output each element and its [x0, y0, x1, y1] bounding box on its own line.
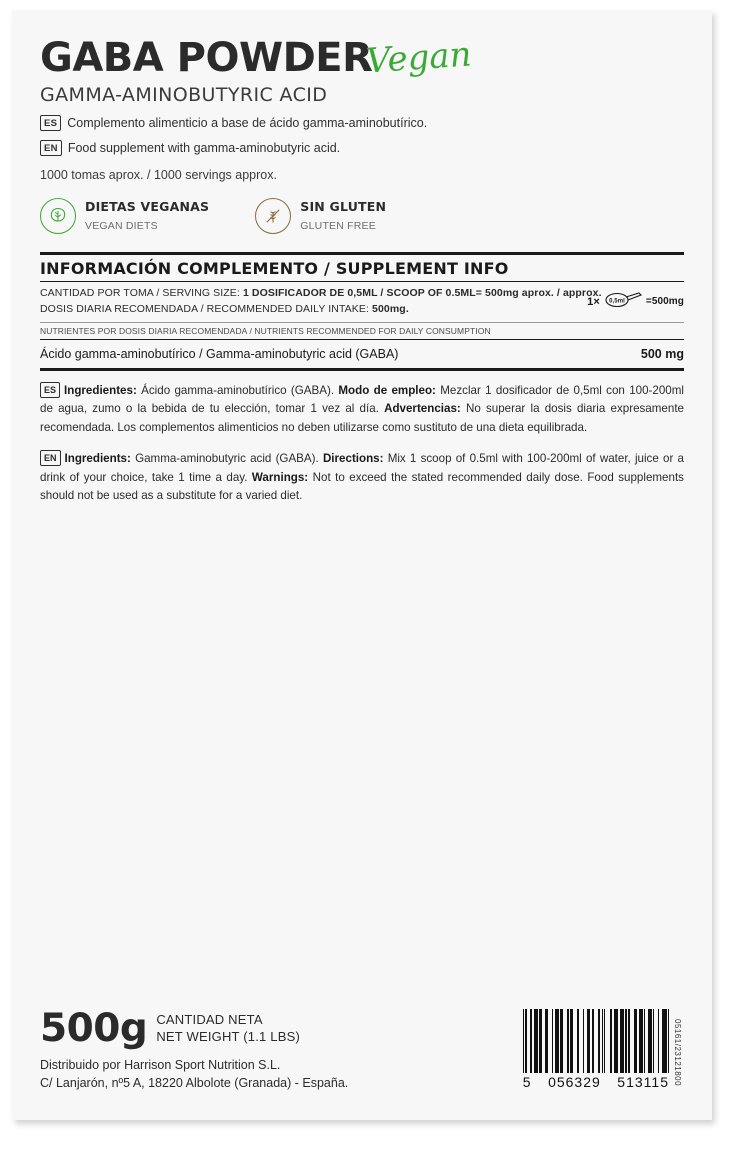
directions-es-label: Modo de empleo:: [338, 383, 436, 397]
barcode-bars: [523, 1009, 669, 1073]
description-es: [40, 115, 684, 131]
label-content: [40, 34, 684, 506]
warnings-es-label: Advertencias:: [384, 402, 461, 416]
ingredients-en-text: Gamma-aminobutyric acid (GABA).: [135, 451, 319, 465]
net-weight-labels: [156, 1012, 300, 1047]
product-subtitle: GAMMA-AMINOBUTYRIC ACID: [40, 84, 328, 106]
badge-vegan-text: [85, 198, 209, 234]
nutrient-name: Ácido gamma-aminobutírico / Gamma-aminobutyric acid (GABA): [40, 346, 399, 361]
leaf-icon: [40, 198, 76, 234]
directions-en-label: Directions:: [322, 451, 384, 465]
vegan-script-label: Vegan: [365, 34, 474, 82]
badge-vegan-title: DIETAS VEGANAS: [85, 199, 210, 214]
daily-intake-value: 500mg.: [372, 302, 409, 315]
badge-gluten-text: [300, 198, 386, 234]
badge-gluten-free: [255, 198, 386, 234]
ingredients-es-label: Ingredientes:: [64, 383, 137, 397]
scoop-count: 1×: [587, 295, 600, 308]
facts-bottom-rule: [40, 368, 684, 371]
servings-count: 1000 tomas aprox. / 1000 servings approx.: [40, 168, 277, 182]
directions-en-text: Mix 1 scoop of 0.5ml with 100-200ml of water, juice or a drink of your choice, take 1 time a day.: [40, 451, 684, 484]
description-en-text: Food supplement with gamma-aminobutyric acid.: [67, 141, 341, 155]
label-footer: [40, 1005, 684, 1092]
lang-tag-en-ingredients: EN: [40, 450, 61, 466]
serving-size-value: 1 DOSIFICADOR DE 0,5ML / SCOOP OF 0.5ML= 500mg aprox. / approx.: [242, 287, 602, 299]
ingredients-en-block: [40, 450, 684, 506]
barcode-area: [523, 1009, 682, 1090]
warnings-en-text: Not to exceed the stated recommended daily dose. Food supplements should not be used as a substitute for a varied diet.: [40, 470, 684, 503]
warnings-en-label: Warnings:: [251, 470, 309, 484]
ingredients-en-label: Ingredients:: [64, 451, 131, 465]
net-weight-value: 500g: [40, 1005, 148, 1051]
barcode-lead-digit: 5: [522, 1074, 532, 1090]
wheat-crossed-icon: [255, 198, 291, 234]
certification-badges: [40, 198, 684, 234]
directions-es-text: Mezclar 1 dosificador de 0,5ml con 100-200ml de agua, zumo o la bebida de tu elección, tomar 1 vez al día.: [40, 383, 684, 416]
label-panel: [12, 10, 712, 1120]
scoop-equivalence: [587, 290, 684, 314]
supplement-info-title: INFORMACIÓN COMPLEMENTO / SUPPLEMENT INFO: [40, 259, 509, 278]
description-es-text: Complemento alimenticio a base de ácido gamma-aminobutírico.: [67, 116, 428, 130]
nutrients-note: NUTRIENTES POR DOSIS DIARIA RECOMENDADA / NUTRIENTS RECOMMENDED FOR DAILY CONSUMPTION: [40, 325, 491, 336]
distributor-line-1: Distribuido por Harrison Sport Nutrition S.L.: [40, 1057, 281, 1072]
scoop-mg-value: =500mg: [645, 296, 684, 308]
warnings-es-text: No superar la dosis diaria expresamente recomendada. Los complementos alimenticios no deben utilizarse como sustituto de una dieta equilibrada.: [40, 402, 684, 435]
barcode-group-left: 056329: [548, 1074, 601, 1090]
lang-tag-es: ES: [40, 115, 61, 131]
scoop-icon: [603, 290, 643, 314]
lang-tag-en: EN: [40, 140, 62, 156]
page-title: GABA POWDER: [40, 35, 373, 81]
badge-gluten-title: SIN GLUTEN: [300, 199, 387, 214]
svg-text:0,5ml: 0,5ml: [608, 298, 625, 305]
daily-intake-label: DOSIS DIARIA RECOMENDADA / RECOMMENDED DAILY INTAKE:: [40, 302, 370, 315]
badge-vegan-diets: [40, 198, 209, 234]
net-weight-label-es: CANTIDAD NETA: [156, 1012, 263, 1028]
barcode-digits: [523, 1074, 669, 1090]
lang-tag-es-ingredients: ES: [40, 382, 60, 398]
barcode-group-right: 513115: [617, 1074, 669, 1090]
barcode: [523, 1009, 669, 1090]
serving-size-label: CANTIDAD POR TOMA / SERVING SIZE:: [40, 287, 240, 299]
ingredients-es-text: Ácido gamma-aminobutírico (GABA).: [141, 383, 335, 397]
ingredients-es-block: [40, 382, 684, 438]
table-row: [40, 340, 684, 368]
distributor-line-2: C/ Lanjarón, nº5 A, 18220 Albolote (Granada) - España.: [40, 1075, 349, 1090]
badge-gluten-subtitle: GLUTEN FREE: [300, 220, 376, 232]
nutrient-amount: 500 mg: [640, 346, 684, 361]
badge-vegan-subtitle: VEGAN DIETS: [85, 220, 158, 232]
barcode-side-code: 05161/23121800: [673, 1018, 682, 1086]
description-en: [40, 140, 684, 156]
product-title-row: [40, 34, 684, 82]
net-weight-label-en: NET WEIGHT (1.1 LBS): [156, 1028, 300, 1044]
serving-details: [40, 282, 684, 322]
supplement-info-panel: [40, 252, 684, 371]
